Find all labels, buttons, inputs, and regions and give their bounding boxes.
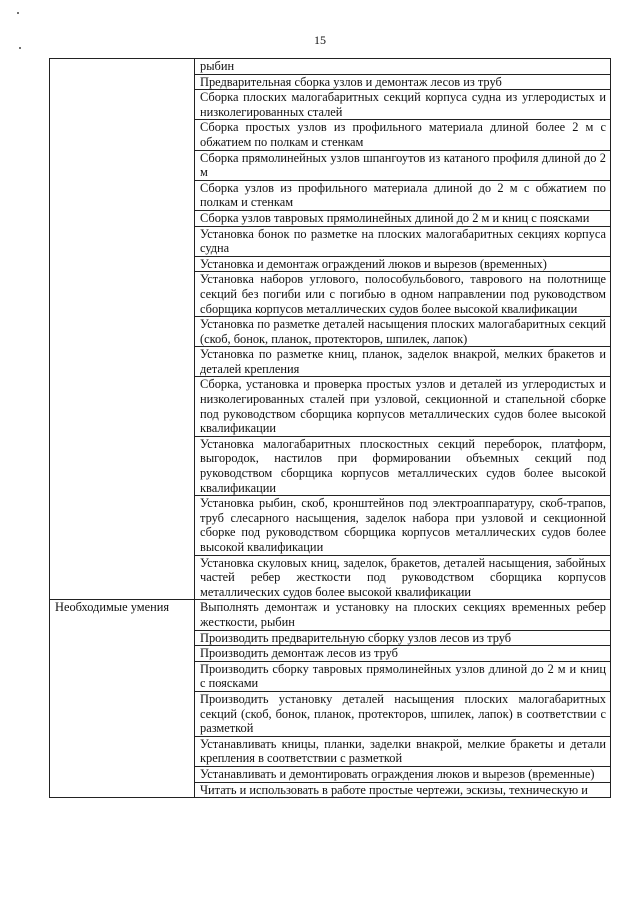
- action-cell: Сборка узлов из профильного материала длиной до 2 м с обжатием по полкам и стенкам: [195, 180, 611, 210]
- action-cell: Установка скуловых книц, заделок, бракетов, деталей насыщения, забойных частей ребер жесткости под руководством сборщика корпусов металлических судов более высокой квалификации: [195, 555, 611, 600]
- action-cell: Сборка, установка и проверка простых узлов и деталей из углеродистых и низколегированных сталей при узловой, секционной и стапельной сборке под руководством сборщика корпусов металлических судов более высокой квалификации: [195, 377, 611, 436]
- action-cell: Предварительная сборка узлов и демонтаж лесов из труб: [195, 74, 611, 90]
- skill-cell: Выполнять демонтаж и установку на плоских секциях временных ребер жесткости, рыбин: [195, 600, 611, 630]
- skill-cell: Устанавливать и демонтировать ограждения люков и вырезов (временные): [195, 766, 611, 782]
- action-cell: Сборка узлов тавровых прямолинейных длиной до 2 м и книц с поясками: [195, 210, 611, 226]
- action-cell: Сборка прямолинейных узлов шпангоутов из катаного профиля длиной до 2 м: [195, 150, 611, 180]
- scan-speck: [19, 47, 21, 49]
- action-cell: Установка малогабаритных плоскостных секций переборок, платформ, выгородок, настилов при формировании объемных секций под руководством сборщика корпусов металлических судов более высокой квалификации: [195, 436, 611, 495]
- action-cell: Установка по разметке деталей насыщения плоских малогабаритных секций (скоб, бонок, планок, протекторов, шпилек, лапок): [195, 317, 611, 347]
- skill-cell: Производить сборку тавровых прямолинейных узлов длиной до 2 м и книц с поясками: [195, 661, 611, 691]
- requirements-table: [49, 58, 611, 798]
- skill-cell: Производить установку деталей насыщения плоских малогабаритных секций (скоб, бонок, планок, протекторов, шпилек, лапок) в соответствии с разметкой: [195, 691, 611, 736]
- action-cell: Установка по разметке книц, планок, заделок внакрой, мелких бракетов и деталей крепления: [195, 347, 611, 377]
- action-cell: Установка наборов углового, полособульбового, таврового на полотнище секций без погиби или с погибью в одном направлении под руководством сборщика корпусов металлических судов более высокой квалификации: [195, 272, 611, 317]
- skill-cell: Производить демонтаж лесов из труб: [195, 646, 611, 662]
- label-cell-required-skills: Необходимые умения: [50, 600, 195, 798]
- page-number: 15: [314, 33, 326, 47]
- action-cell: Сборка простых узлов из профильного материала длиной более 2 м с обжатием по полкам и стенкам: [195, 120, 611, 150]
- action-cell: Установка рыбин, скоб, кронштейнов под электроаппаратуру, скоб-трапов, труб слесарного насыщения, заделок набора при узловой и секционной сборке под руководством сборщика корпусов металлических судов более высокой квалификации: [195, 496, 611, 555]
- action-cell: Установка и демонтаж ограждений люков и вырезов (временных): [195, 256, 611, 272]
- table-row: [50, 600, 611, 630]
- scan-speck: [17, 12, 19, 14]
- skill-cell: Производить предварительную сборку узлов лесов из труб: [195, 630, 611, 646]
- label-cell-labor-actions: [50, 59, 195, 600]
- table-body: [50, 59, 611, 798]
- table-row: [50, 59, 611, 75]
- action-cell: Установка бонок по разметке на плоских малогабаритных секциях корпуса судна: [195, 226, 611, 256]
- skill-cell: Устанавливать кницы, планки, заделки внакрой, мелкие бракеты и детали крепления в соответствии с разметкой: [195, 736, 611, 766]
- action-cell: рыбин: [195, 59, 611, 75]
- action-cell: Сборка плоских малогабаритных секций корпуса судна из углеродистых и низколегированных сталей: [195, 90, 611, 120]
- skill-cell: Читать и использовать в работе простые чертежи, эскизы, техническую и: [195, 782, 611, 798]
